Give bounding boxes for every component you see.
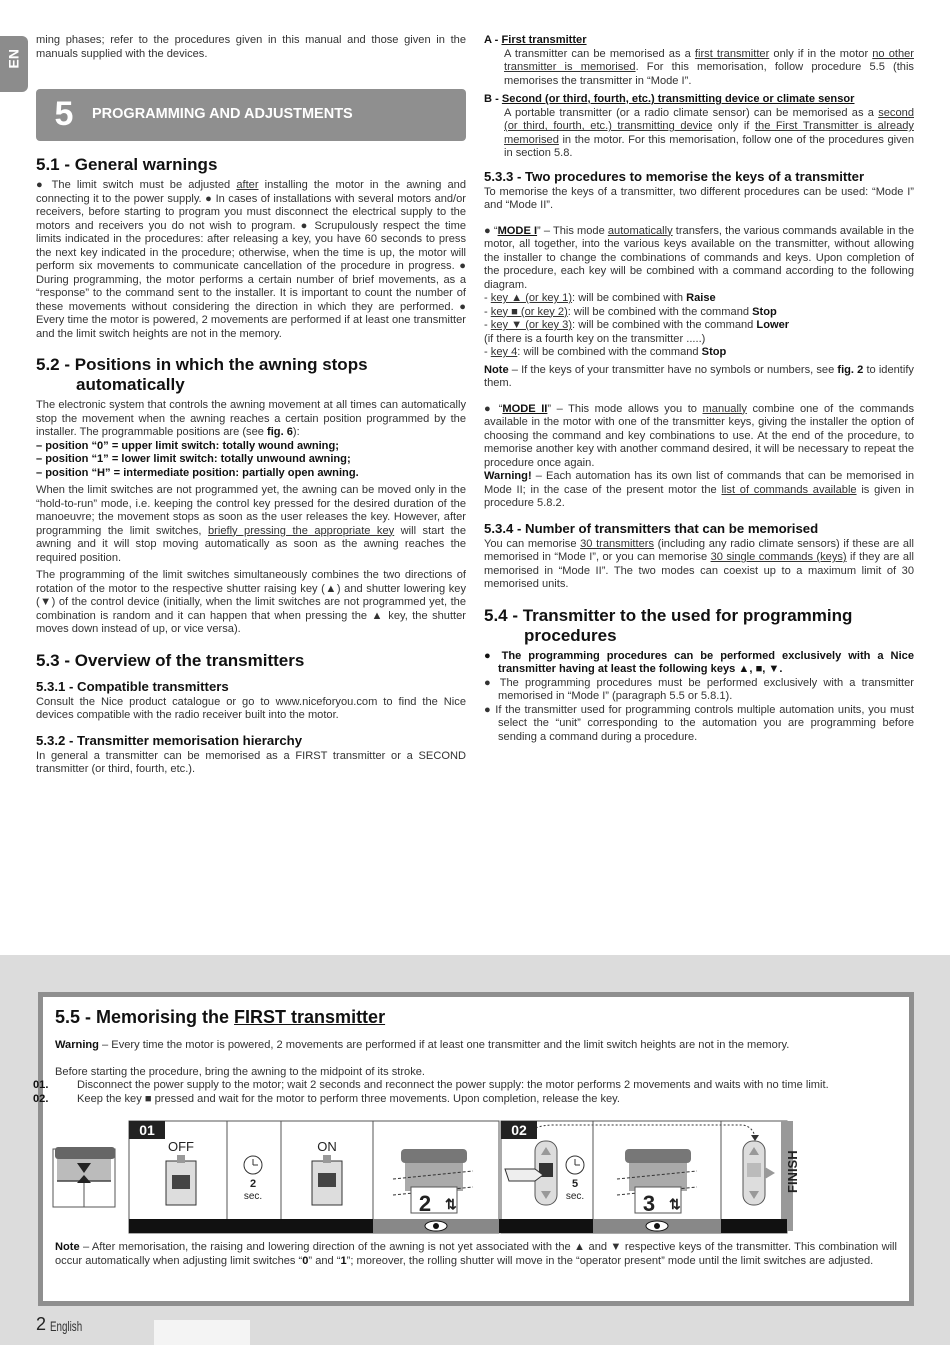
footer-language: English xyxy=(50,1318,83,1334)
position-1: – position “1” = lower limit switch: totally unwound awning; xyxy=(36,453,351,465)
section-5-1-text: ● The limit switch must be adjusted after installing the motor in the awning and connecting it to the power supply. ● In cases of installations with several motors and/or receivers, before starting to program you must disconnect the electrical supply to the motors and receivers you do not wish to program. ● Scrupulously respect the time limits indicated in the procedures: after releasing a key, you have 60 seconds to press the next key indicated in the procedure; otherwise, when the time is up, the motor will perform six movements to communicate cancellation of the procedure in progress. ● During programming, the motor performs a certain number of brief movements, as a “response” to the command sent to the installer. It is important to count the number of these movements without considering the direction in which they are performed. ● Every time the motor is powered, 2 movements are performed if at least one transmitter and the limit switch heights are not in the memory. xyxy=(36,179,466,340)
mode-2-text: ● “MODE II” – This mode allows you to manually combine one of the commands available in the motor with one of the transmitter keys, giving the installer the option of choosing the command and key combinations to use. At the end of the procedure, to memorise another key with another command desired, it will be necessary to repeat the procedure once again. xyxy=(484,402,915,469)
clock-icon-2 xyxy=(566,1156,584,1174)
mode-1-text: ● “MODE I” – This mode automatically transfers, the various commands available in the motor, all together, into the various keys available on the transmitter, without allowing the installer to change the combinations of commands and keys. Upon completion of the procedure, each key will be combined with a command according to the following diagram. xyxy=(484,224,914,291)
section-5-3-4-title: 5.3.4 - Number of transmitters that can be memorised xyxy=(484,520,819,536)
section-5-3-3-title: 5.3.3 - Two procedures to memorise the keys of a transmitter xyxy=(484,168,865,184)
procedure-before: Before starting the procedure, bring the awning to the midpoint of its stroke. xyxy=(55,1065,425,1078)
chapter-header xyxy=(36,89,466,141)
breaker-off-icon xyxy=(166,1155,196,1205)
section-5-2-intro: The electronic system that controls the awning movement at all times can automatically stop the movement when the awning reaches a certain position programmed by the installer. The programmable positions are (see fig. 6): xyxy=(36,399,466,438)
section-5-3-title: 5.3 - Overview of the transmitters xyxy=(36,650,305,670)
key-3-line: - key ▼ (or key 3): will be combined with the command Lower xyxy=(484,319,790,331)
on-label: ON xyxy=(317,1139,337,1154)
key-4-line: - key 4: will be combined with the command Stop xyxy=(484,346,727,358)
mode-2-warning: Warning! – Each automation has its own list of commands that can be memorised in Mode II; in the case of the present motor the list of commands available is given in procedure 5.8.2. xyxy=(484,470,914,509)
dotted-arrow xyxy=(523,1125,755,1137)
step-1-tag-label: 01 xyxy=(139,1122,155,1138)
eye-icon-2 xyxy=(646,1221,668,1231)
section-5-2-hold-to-run: When the limit switches are not programmed yet, the awning can be moved only in the “hold-to-run” mode, i.e. keeping the control key pressed for the desired duration of the manoeuvre; the movement stops as soon as the user releases the key. However, after programming the limit switches, briefly pressing the appropriate key will start the awning and it will stop moving automatically as soon as the awning reaches the required position. xyxy=(36,484,466,564)
intro-text: ming phases; refer to the procedures given in this manual and those given in the manuals supplied with the devices. xyxy=(36,34,466,60)
section-5-3-1-title: 5.3.1 - Compatible transmitters xyxy=(36,678,229,694)
procedure-step-2: 02. Keep the key ■ pressed and wait for the motor to perform three movements. Upon completion, release the key. xyxy=(33,1092,620,1105)
item-b-heading: B - Second (or third, fourth, etc.) transmitting device or climate sensor xyxy=(484,93,855,105)
awning-start-icon xyxy=(53,1147,115,1207)
page-number: 2 xyxy=(36,1314,47,1334)
movements-count-2: 3 xyxy=(642,1191,656,1216)
breaker-on-icon xyxy=(312,1155,342,1205)
awning-move-icon-2 xyxy=(617,1149,697,1213)
procedure-figure xyxy=(53,1119,800,1235)
key-1-line: - key ▲ (or key 1): will be combined with Raise xyxy=(484,292,716,304)
item-a-text: A transmitter can be memorised as a first transmitter only if in the motor no other transmitter is memorised. For this memorisation, follow procedure 5.5 (this memorises the transmitter in “Mode I”. xyxy=(504,47,914,87)
wait-1-value: 2 xyxy=(249,1178,257,1190)
keys-note: Note – If the keys of your transmitter have no symbols or numbers, see fig. 2 to identify them. xyxy=(484,363,914,389)
movements-count-1: 2 xyxy=(418,1191,432,1216)
item-a-heading: A - First transmitter xyxy=(484,34,587,46)
eye-icon-1 xyxy=(425,1221,447,1231)
updown-arrows-2: ⇅ xyxy=(669,1196,681,1212)
section-5-1-title: 5.1 - General warnings xyxy=(36,155,218,174)
wait-1-unit: sec. xyxy=(243,1191,263,1202)
footer-blank-tab xyxy=(154,1320,250,1345)
finish-label: FINISH xyxy=(785,1150,800,1193)
key-2-line: - key ■ (or key 2): will be combined with the command Stop xyxy=(484,305,777,318)
awning-move-icon-1 xyxy=(393,1149,473,1213)
keypad-release-icon xyxy=(743,1141,775,1205)
right-column xyxy=(484,34,914,744)
updown-arrows-1: ⇅ xyxy=(445,1196,457,1212)
chapter-title: PROGRAMMING AND ADJUSTMENTS xyxy=(92,106,353,123)
position-0: – position “0” = upper limit switch: totally wound awning; xyxy=(36,439,339,452)
procedure-warning: Warning – Every time the motor is powered, 2 movements are performed if at least one transmitter and the limit switch heights are not in the memory. xyxy=(55,1039,790,1051)
left-column xyxy=(36,34,466,777)
section-5-4-bullet-1: ● The programming procedures can be performed exclusively with a Nice transmitter having at least the following keys ▲, ■, ▼. xyxy=(484,649,914,675)
off-label: OFF xyxy=(168,1139,194,1154)
section-5-3-2-title: 5.3.2 - Transmitter memorisation hierarchy xyxy=(36,732,303,748)
procedure-note: Note – After memorisation, the raising and lowering direction of the awning is not yet associated with the ▲ and ▼ respective keys of the transmitter. This combination will occur automatically when adjusting limit switches “0” and “1”; moreover, the rolling shutter will move in the “operator present” mode until the limit switches are adjusted. xyxy=(55,1241,897,1267)
section-5-3-4-text: You can memorise 30 transmitters (including any radio climate sensors) if these are all memorised in “Mode I”, or you can memorise 30 single commands (keys) if they are all memorised in “Mode II”. The two modes can coexist up to a maximum limit of 30 memorised units. xyxy=(484,537,914,590)
chapter-number: 5 xyxy=(54,95,74,134)
section-5-3-1-text: Consult the Nice product catalogue or go to www.niceforyou.com to find the Nice devices compatible with the radio receiver built into the motor. xyxy=(36,695,466,721)
section-5-4-bullet-3: ● If the transmitter used for programming controls multiple automation units, you must select the “unit” corresponding to the automation you are programming before sending a command during a procedure. xyxy=(484,703,914,743)
keypad-press-icon xyxy=(505,1141,557,1205)
procedure-box xyxy=(33,992,914,1306)
clock-icon-1 xyxy=(244,1156,262,1174)
section-5-3-2-text: In general a transmitter can be memorised as a FIRST transmitter or a SECOND transmitter (or third, fourth, etc.). xyxy=(36,749,466,775)
section-5-5-title: 5.5 - Memorising the FIRST transmitter xyxy=(55,1007,386,1027)
wait-2-value: 5 xyxy=(571,1178,579,1190)
procedure-figure-svg xyxy=(53,1119,800,1235)
step-2-tag-label: 02 xyxy=(511,1122,527,1138)
section-5-4-bullet-2: ● The programming procedures must be performed exclusively with a transmitter memorised in “Mode I” (paragraph 5.5 or 5.8.1). xyxy=(484,676,914,702)
item-b-text: A portable transmitter (or a radio climate sensor) can be memorised as a second (or third, fourth, etc.) transmitting device only if the First Transmitter is already memorised in the motor. For this memorisation, follow one of the procedures given in section 5.8. xyxy=(504,106,914,159)
dotted-arrow-head xyxy=(751,1135,759,1141)
section-5-2-directions: The programming of the limit switches simultaneously combines the two directions of rotation of the motor to the respective shutter raising key (▲) and shutter lowering key (▼) of the control device (initially, when the limit switches are not programmed yet, the combination is random and it can happen that when pressing the ▲ key, the shutter moves down instead of up, or vice versa). xyxy=(36,569,466,635)
section-5-2-title: 5.2 - Positions in which the awning stops automatically xyxy=(36,355,368,394)
language-tab-label: EN xyxy=(5,49,22,69)
section-5-3-3-text: To memorise the keys of a transmitter, two different procedures can be used: “Mode I” and “Mode II”. xyxy=(484,185,914,211)
procedure-step-1: 01. Disconnect the power supply to the motor; wait 2 seconds and reconnect the power supply: the motor performs 2 movements and waits with no time limit. xyxy=(33,1079,829,1091)
section-5-4-title: 5.4 - Transmitter to the used for programming procedures xyxy=(484,605,853,645)
key-4-condition: (if there is a fourth key on the transmitter .....) xyxy=(484,332,706,345)
wait-2-unit: sec. xyxy=(565,1191,585,1202)
language-tab xyxy=(0,36,28,92)
position-h: – position “H” = intermediate position: partially open awning. xyxy=(36,466,359,479)
